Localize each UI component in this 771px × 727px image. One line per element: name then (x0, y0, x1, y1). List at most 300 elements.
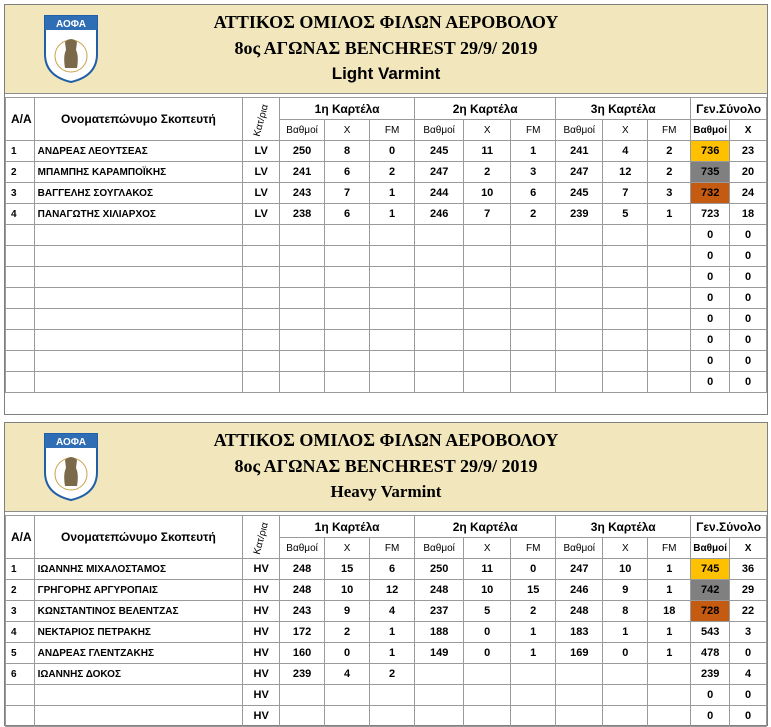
total-points: 478 (691, 643, 730, 664)
total-x: 0 (730, 685, 767, 706)
score-c2fm (511, 685, 556, 706)
score-c2p (415, 351, 464, 372)
table-row (6, 309, 767, 330)
col-header-category (243, 98, 280, 141)
score-c2x (464, 267, 511, 288)
results-table (5, 97, 767, 393)
total-x: 0 (730, 330, 767, 351)
results-panel-light-varmint (4, 4, 768, 415)
shooter-name: ΝΕΚΤΑΡΙΟΣ ΠΕΤΡΑΚΗΣ (34, 622, 243, 643)
score-c3x (603, 685, 648, 706)
total-x: 18 (730, 204, 767, 225)
shooter-name (34, 267, 243, 288)
table-row (6, 183, 767, 204)
club-title: ΑΤΤΙΚΟΣ ΟΜΙΛΟΣ ΦΙΛΩΝ ΑΕΡΟΒΟΛΟΥ (213, 12, 559, 32)
score-c2fm (511, 706, 556, 727)
total-x: 0 (730, 309, 767, 330)
score-c1x: 2 (325, 622, 370, 643)
score-c3x (603, 309, 648, 330)
score-c1x (325, 372, 370, 393)
category: HV (243, 601, 280, 622)
category (243, 225, 280, 246)
score-c2x: 5 (464, 601, 511, 622)
score-c2p: 149 (415, 643, 464, 664)
score-c2x: 10 (464, 183, 511, 204)
category (243, 372, 280, 393)
total-points: 0 (691, 330, 730, 351)
score-c3x (603, 225, 648, 246)
shooter-name (34, 351, 243, 372)
score-c1fm (370, 330, 415, 351)
score-c3x: 0 (603, 643, 648, 664)
score-c1x (325, 706, 370, 727)
score-c2fm (511, 246, 556, 267)
score-c1p (280, 685, 325, 706)
subheader-x: Χ (325, 120, 370, 141)
score-c1x: 15 (325, 559, 370, 580)
shooter-name: ΜΠΑΜΠΗΣ ΚΑΡΑΜΠΟΪΚΗΣ (34, 162, 243, 183)
total-points: 728 (691, 601, 730, 622)
total-points: 723 (691, 204, 730, 225)
score-c2x: 0 (464, 643, 511, 664)
score-c3fm (648, 685, 691, 706)
shooter-name: ΠΑΝΑΓΩΤΗΣ ΧΙΛΙΑΡΧΟΣ (34, 204, 243, 225)
score-c1x (325, 309, 370, 330)
score-c2fm: 15 (511, 580, 556, 601)
score-c2p (415, 372, 464, 393)
score-c1fm (370, 309, 415, 330)
total-points: 742 (691, 580, 730, 601)
row-number (6, 267, 35, 288)
shooter-name: ΒΑΓΓΕΛΗΣ ΣΟΥΓΛΑΚΟΣ (34, 183, 243, 204)
class-title: Heavy Varmint (330, 482, 442, 501)
score-c3p (556, 685, 603, 706)
score-c2fm: 1 (511, 622, 556, 643)
score-c2x: 2 (464, 162, 511, 183)
score-c1x (325, 267, 370, 288)
score-c3p: 248 (556, 601, 603, 622)
total-x: 22 (730, 601, 767, 622)
score-c2p (415, 309, 464, 330)
subheader-x: Χ (325, 538, 370, 559)
table-row (6, 267, 767, 288)
score-c1p (280, 330, 325, 351)
score-c3p: 241 (556, 141, 603, 162)
score-c1fm: 4 (370, 601, 415, 622)
shooter-name (34, 330, 243, 351)
score-c3fm: 3 (648, 183, 691, 204)
score-c1x: 4 (325, 664, 370, 685)
subheader-points: Βαθμοί (556, 538, 603, 559)
event-title: 8ος ΑΓΩΝΑΣ BENCHREST 29/9/ 2019 (234, 38, 538, 58)
table-row (6, 580, 767, 601)
score-c3x (603, 351, 648, 372)
category: HV (243, 580, 280, 601)
score-c2fm (511, 309, 556, 330)
score-c3x: 8 (603, 601, 648, 622)
score-c3fm: 18 (648, 601, 691, 622)
score-c2fm: 2 (511, 204, 556, 225)
table-row (6, 685, 767, 706)
score-c1fm (370, 267, 415, 288)
score-c2fm (511, 330, 556, 351)
score-c3p (556, 288, 603, 309)
score-c3p (556, 372, 603, 393)
total-points: 735 (691, 162, 730, 183)
score-c3x (603, 246, 648, 267)
subheader-points: Βαθμοί (415, 538, 464, 559)
shooter-name (34, 706, 243, 727)
row-number (6, 351, 35, 372)
row-number: 3 (6, 183, 35, 204)
score-c1p: 160 (280, 643, 325, 664)
table-row (6, 246, 767, 267)
score-c3x (603, 288, 648, 309)
score-c3fm (648, 664, 691, 685)
category (243, 246, 280, 267)
results-table (5, 515, 767, 727)
score-c1x (325, 351, 370, 372)
score-c2p: 247 (415, 162, 464, 183)
score-c1x: 9 (325, 601, 370, 622)
total-points: 732 (691, 183, 730, 204)
score-c2x (464, 330, 511, 351)
score-c2fm: 2 (511, 601, 556, 622)
score-c3x: 5 (603, 204, 648, 225)
header-banner (5, 423, 767, 512)
subheader-points: Βαθμοί (280, 120, 325, 141)
score-c3fm (648, 246, 691, 267)
total-x: 0 (730, 372, 767, 393)
subheader-points: Βαθμοί (691, 120, 730, 141)
col-header-total: Γεν.Σύνολο (691, 98, 767, 120)
score-c2x (464, 372, 511, 393)
score-c1x: 7 (325, 183, 370, 204)
score-c1fm: 0 (370, 141, 415, 162)
shooter-name: ΑΝΔΡΕΑΣ ΛΕΟΥΤΣΕΑΣ (34, 141, 243, 162)
score-c2fm (511, 225, 556, 246)
subheader-points: Βαθμοί (556, 120, 603, 141)
score-c3p: 169 (556, 643, 603, 664)
score-c1p (280, 246, 325, 267)
total-points: 0 (691, 267, 730, 288)
shooter-name (34, 309, 243, 330)
table-row (6, 162, 767, 183)
col-header-card3: 3η Καρτέλα (556, 98, 691, 120)
score-c3fm: 2 (648, 162, 691, 183)
score-c1x (325, 685, 370, 706)
category-label: Κατ/ρια (251, 521, 271, 556)
score-c2p: 250 (415, 559, 464, 580)
row-number (6, 225, 35, 246)
score-c3x: 4 (603, 141, 648, 162)
score-c1p (280, 706, 325, 727)
score-c3p (556, 246, 603, 267)
score-c2p: 237 (415, 601, 464, 622)
score-c2p: 245 (415, 141, 464, 162)
score-c1fm (370, 706, 415, 727)
score-c3fm (648, 372, 691, 393)
total-x: 4 (730, 664, 767, 685)
total-x: 0 (730, 288, 767, 309)
score-c1fm: 2 (370, 162, 415, 183)
score-c2p (415, 330, 464, 351)
subheader-x: Χ (730, 538, 767, 559)
score-c1p: 238 (280, 204, 325, 225)
score-c1fm (370, 685, 415, 706)
score-c1fm: 12 (370, 580, 415, 601)
category: HV (243, 622, 280, 643)
total-x: 3 (730, 622, 767, 643)
score-c2x (464, 309, 511, 330)
score-c3fm: 2 (648, 141, 691, 162)
row-number: 4 (6, 204, 35, 225)
score-c2x (464, 225, 511, 246)
category (243, 288, 280, 309)
score-c2p: 244 (415, 183, 464, 204)
total-x: 20 (730, 162, 767, 183)
score-c2fm: 6 (511, 183, 556, 204)
total-x: 23 (730, 141, 767, 162)
shooter-name: ΑΝΔΡΕΑΣ ΓΛΕΝΤΖΑΚΗΣ (34, 643, 243, 664)
score-c1fm: 6 (370, 559, 415, 580)
score-c2p (415, 664, 464, 685)
shooter-name (34, 225, 243, 246)
subheader-x: Χ (730, 120, 767, 141)
score-c1p: 243 (280, 601, 325, 622)
score-c1x: 6 (325, 162, 370, 183)
score-c2x (464, 246, 511, 267)
col-header-card2: 2η Καρτέλα (415, 98, 556, 120)
score-c1x (325, 288, 370, 309)
score-c1x (325, 330, 370, 351)
table-row (6, 559, 767, 580)
score-c3p (556, 664, 603, 685)
score-c2p: 248 (415, 580, 464, 601)
total-points: 0 (691, 225, 730, 246)
score-c2p: 246 (415, 204, 464, 225)
table-row (6, 225, 767, 246)
score-c3fm: 1 (648, 559, 691, 580)
score-c3x (603, 372, 648, 393)
score-c3x: 7 (603, 183, 648, 204)
score-c1p (280, 288, 325, 309)
category: LV (243, 183, 280, 204)
subheader-fm: FM (648, 120, 691, 141)
total-points: 239 (691, 664, 730, 685)
score-c3fm (648, 351, 691, 372)
score-c1p (280, 309, 325, 330)
score-c2p (415, 685, 464, 706)
score-c1fm: 1 (370, 643, 415, 664)
score-c3fm (648, 225, 691, 246)
score-c2p (415, 288, 464, 309)
score-c2x (464, 664, 511, 685)
score-c2p (415, 706, 464, 727)
score-c1fm (370, 288, 415, 309)
score-c3p: 247 (556, 162, 603, 183)
results-panel-heavy-varmint (4, 422, 768, 726)
score-c3fm: 1 (648, 580, 691, 601)
score-c1p: 239 (280, 664, 325, 685)
score-c2fm: 1 (511, 643, 556, 664)
row-number: 3 (6, 601, 35, 622)
score-c3p (556, 351, 603, 372)
shooter-name (34, 372, 243, 393)
score-c3fm: 1 (648, 204, 691, 225)
score-c1fm (370, 372, 415, 393)
score-c1fm: 2 (370, 664, 415, 685)
score-c3x (603, 330, 648, 351)
score-c1p (280, 372, 325, 393)
table-row (6, 141, 767, 162)
score-c2x: 10 (464, 580, 511, 601)
score-c3fm (648, 288, 691, 309)
score-c3x (603, 664, 648, 685)
total-x: 24 (730, 183, 767, 204)
shooter-name: ΙΩΑΝΝΗΣ ΔΟΚΟΣ (34, 664, 243, 685)
col-header-name: Ονοματεπώνυμο Σκοπευτή (34, 516, 243, 559)
score-c3x (603, 267, 648, 288)
score-c1p: 250 (280, 141, 325, 162)
row-number: 1 (6, 559, 35, 580)
score-c1fm (370, 246, 415, 267)
score-c2p (415, 225, 464, 246)
total-points: 0 (691, 372, 730, 393)
subheader-fm: FM (511, 120, 556, 141)
score-c1p: 248 (280, 559, 325, 580)
subheader-fm: FM (648, 538, 691, 559)
category: HV (243, 664, 280, 685)
score-c1x: 6 (325, 204, 370, 225)
category: LV (243, 204, 280, 225)
total-x: 0 (730, 267, 767, 288)
subheader-x: Χ (603, 538, 648, 559)
score-c1p: 243 (280, 183, 325, 204)
row-number (6, 372, 35, 393)
score-c2p (415, 246, 464, 267)
score-c2fm: 0 (511, 559, 556, 580)
score-c1p (280, 351, 325, 372)
subheader-points: Βαθμοί (415, 120, 464, 141)
score-c1p: 241 (280, 162, 325, 183)
score-c1p: 248 (280, 580, 325, 601)
score-c1fm: 1 (370, 183, 415, 204)
score-c1fm (370, 225, 415, 246)
score-c2fm: 1 (511, 141, 556, 162)
score-c2x (464, 288, 511, 309)
total-x: 0 (730, 706, 767, 727)
score-c3fm (648, 330, 691, 351)
score-c2x (464, 685, 511, 706)
category (243, 309, 280, 330)
category: LV (243, 162, 280, 183)
score-c3p (556, 225, 603, 246)
score-c1x: 10 (325, 580, 370, 601)
score-c2x: 11 (464, 559, 511, 580)
header-row (6, 98, 767, 120)
row-number (6, 685, 35, 706)
table-row (6, 601, 767, 622)
score-c3fm (648, 267, 691, 288)
total-points: 0 (691, 288, 730, 309)
score-c2fm (511, 267, 556, 288)
subheader-x: Χ (464, 120, 511, 141)
total-points: 0 (691, 685, 730, 706)
score-c2fm (511, 288, 556, 309)
score-c3p (556, 309, 603, 330)
score-c3p: 183 (556, 622, 603, 643)
table-row (6, 622, 767, 643)
class-title: Light Varmint (331, 64, 441, 83)
table-row (6, 643, 767, 664)
total-points: 0 (691, 246, 730, 267)
col-header-card1: 1η Καρτέλα (280, 516, 415, 538)
total-x: 29 (730, 580, 767, 601)
subheader-points: Βαθμοί (280, 538, 325, 559)
header-banner (5, 5, 767, 94)
total-points: 543 (691, 622, 730, 643)
row-number (6, 246, 35, 267)
score-c3p (556, 330, 603, 351)
score-c3x: 1 (603, 622, 648, 643)
shooter-name (34, 288, 243, 309)
score-c2fm (511, 664, 556, 685)
score-c2x: 11 (464, 141, 511, 162)
score-c2x: 7 (464, 204, 511, 225)
total-x: 0 (730, 351, 767, 372)
row-number: 2 (6, 162, 35, 183)
shooter-name: ΙΩΑΝΝΗΣ ΜΙΧΑΛΟΣΤΑΜΟΣ (34, 559, 243, 580)
score-c1x (325, 246, 370, 267)
score-c1p (280, 267, 325, 288)
header-row (6, 516, 767, 538)
shooter-name: ΓΡΗΓΟΡΗΣ ΑΡΓΥΡΟΠΑΙΣ (34, 580, 243, 601)
category: LV (243, 141, 280, 162)
score-c1fm (370, 351, 415, 372)
score-c3p: 239 (556, 204, 603, 225)
score-c3p (556, 267, 603, 288)
subheader-x: Χ (603, 120, 648, 141)
table-row (6, 204, 767, 225)
row-number: 6 (6, 664, 35, 685)
shooter-name (34, 685, 243, 706)
table-row (6, 288, 767, 309)
category: HV (243, 706, 280, 727)
score-c2x: 0 (464, 622, 511, 643)
total-x: 0 (730, 643, 767, 664)
table-row (6, 372, 767, 393)
score-c1p (280, 225, 325, 246)
score-c3p (556, 706, 603, 727)
score-c3p: 247 (556, 559, 603, 580)
event-title: 8ος ΑΓΩΝΑΣ BENCHREST 29/9/ 2019 (234, 456, 538, 476)
score-c3p: 246 (556, 580, 603, 601)
total-points: 745 (691, 559, 730, 580)
score-c3x: 9 (603, 580, 648, 601)
category (243, 351, 280, 372)
total-points: 0 (691, 351, 730, 372)
row-number: 1 (6, 141, 35, 162)
score-c2x (464, 706, 511, 727)
subheader-fm: FM (370, 120, 415, 141)
svg-text:ΑΟΦΑ: ΑΟΦΑ (56, 437, 86, 448)
shooter-name (34, 246, 243, 267)
score-c1fm: 1 (370, 622, 415, 643)
row-number: 5 (6, 643, 35, 664)
score-c2fm: 3 (511, 162, 556, 183)
score-c3fm: 1 (648, 643, 691, 664)
